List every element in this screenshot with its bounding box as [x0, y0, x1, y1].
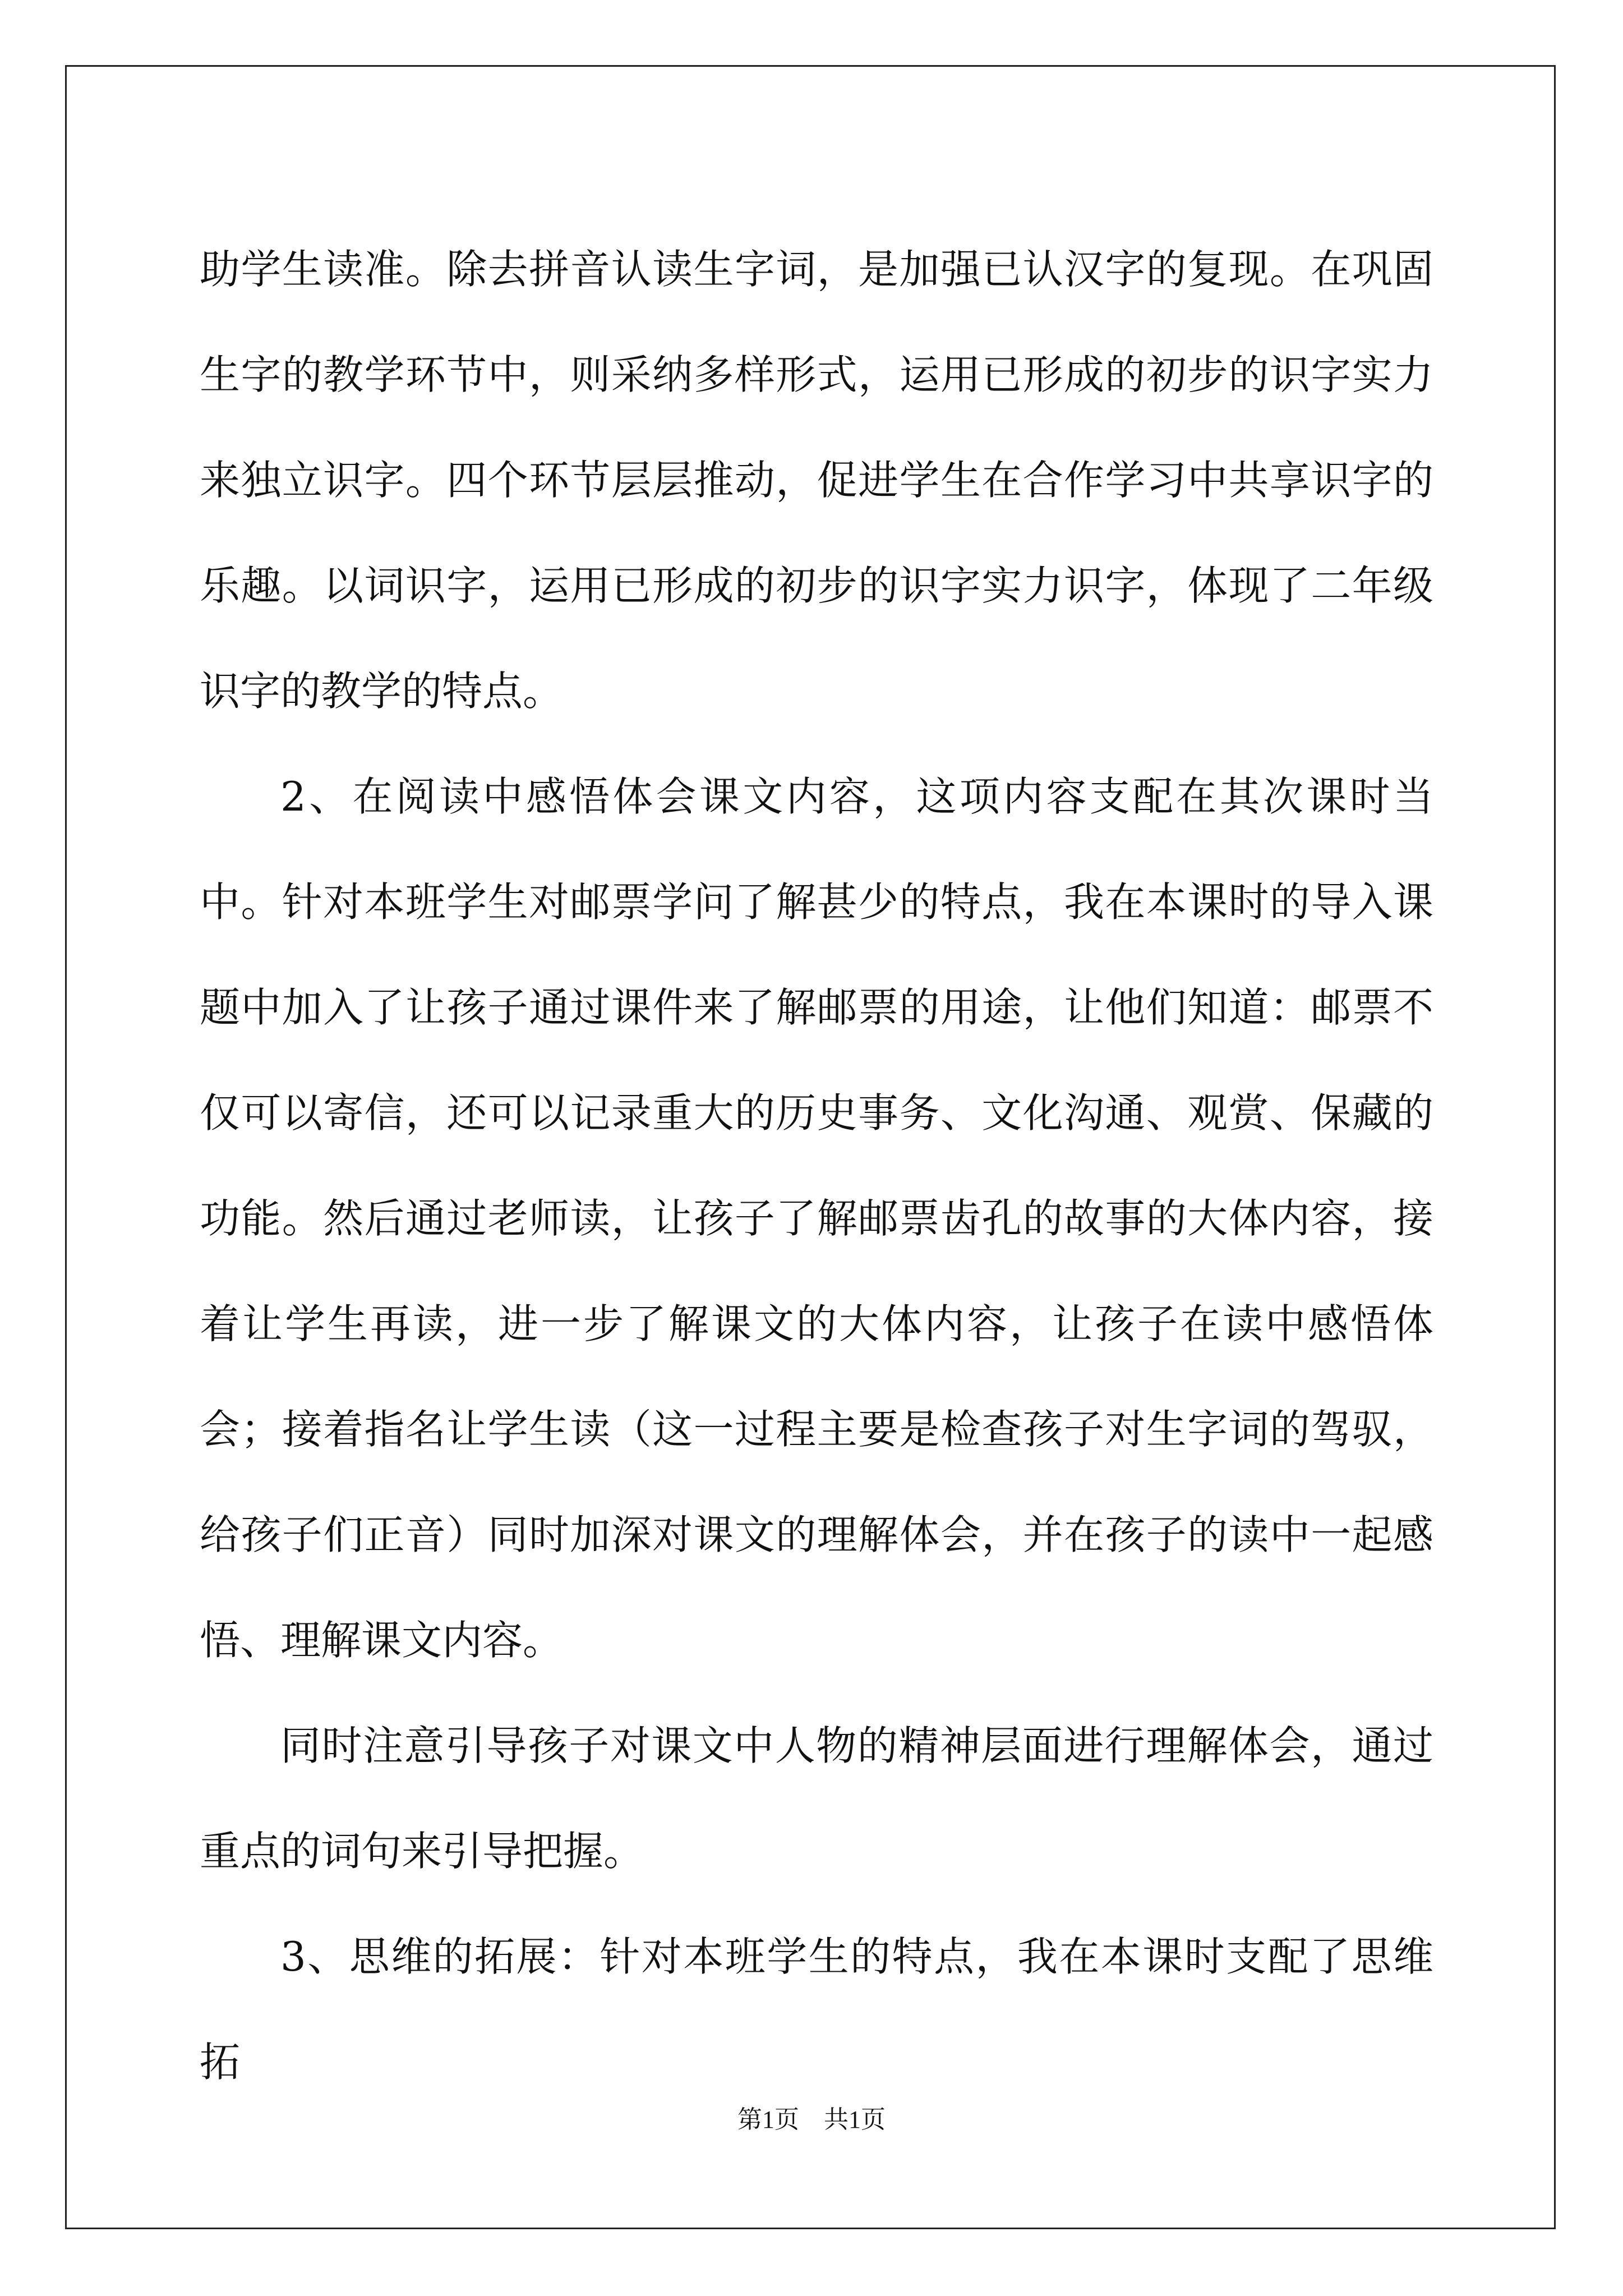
- paragraph-3: 同时注意引导孩子对课文中人物的精神层面进行理解体会，通过重点的词句来引导把握。: [200, 1722, 1433, 1875]
- paragraph-1: 助学生读准。除去拼音认读生字词，是加强已认汉字的复现。在巩固生字的教学环节中，则采纳多样形式，运用已形成的初步的识字实力来独立识字。四个环节层层推动，促进学生在合作学习中共享识字的乐趣。以词识字，运用已形成的初步的识字实力识字，体现了二年级识字的教学的特点。: [200, 246, 1433, 715]
- paragraph-2: 2、在阅读中感悟体会课文内容，这项内容支配在其次课时当中。针对本班学生对邮票学问了解甚少的特点，我在本课时的导入课题中加入了让孩子通过课件来了解邮票的用途，让他们知道：邮票不仅可以寄信，还可以记录重大的历史事务、文化沟通、观赏、保藏的功能。然后通过老师读，让孩子了解邮票齿孔的故事的大体内容，接着让学生再读，进一步了解课文的大体内容，让孩子在读中感悟体会；接着指名让学生读（这一过程主要是检查孩子对生字词的驾驭，给孩子们正音）同时加深对课文的理解体会，并在孩子的读中一起感悟、理解课文内容。: [200, 773, 1433, 1664]
- page-number-footer: 第1页 共1页: [737, 2106, 886, 2133]
- document-body: [200, 217, 1433, 2115]
- paragraph-4: 3、思维的拓展：针对本班学生的特点，我在本课时支配了思维拓: [200, 1933, 1433, 2086]
